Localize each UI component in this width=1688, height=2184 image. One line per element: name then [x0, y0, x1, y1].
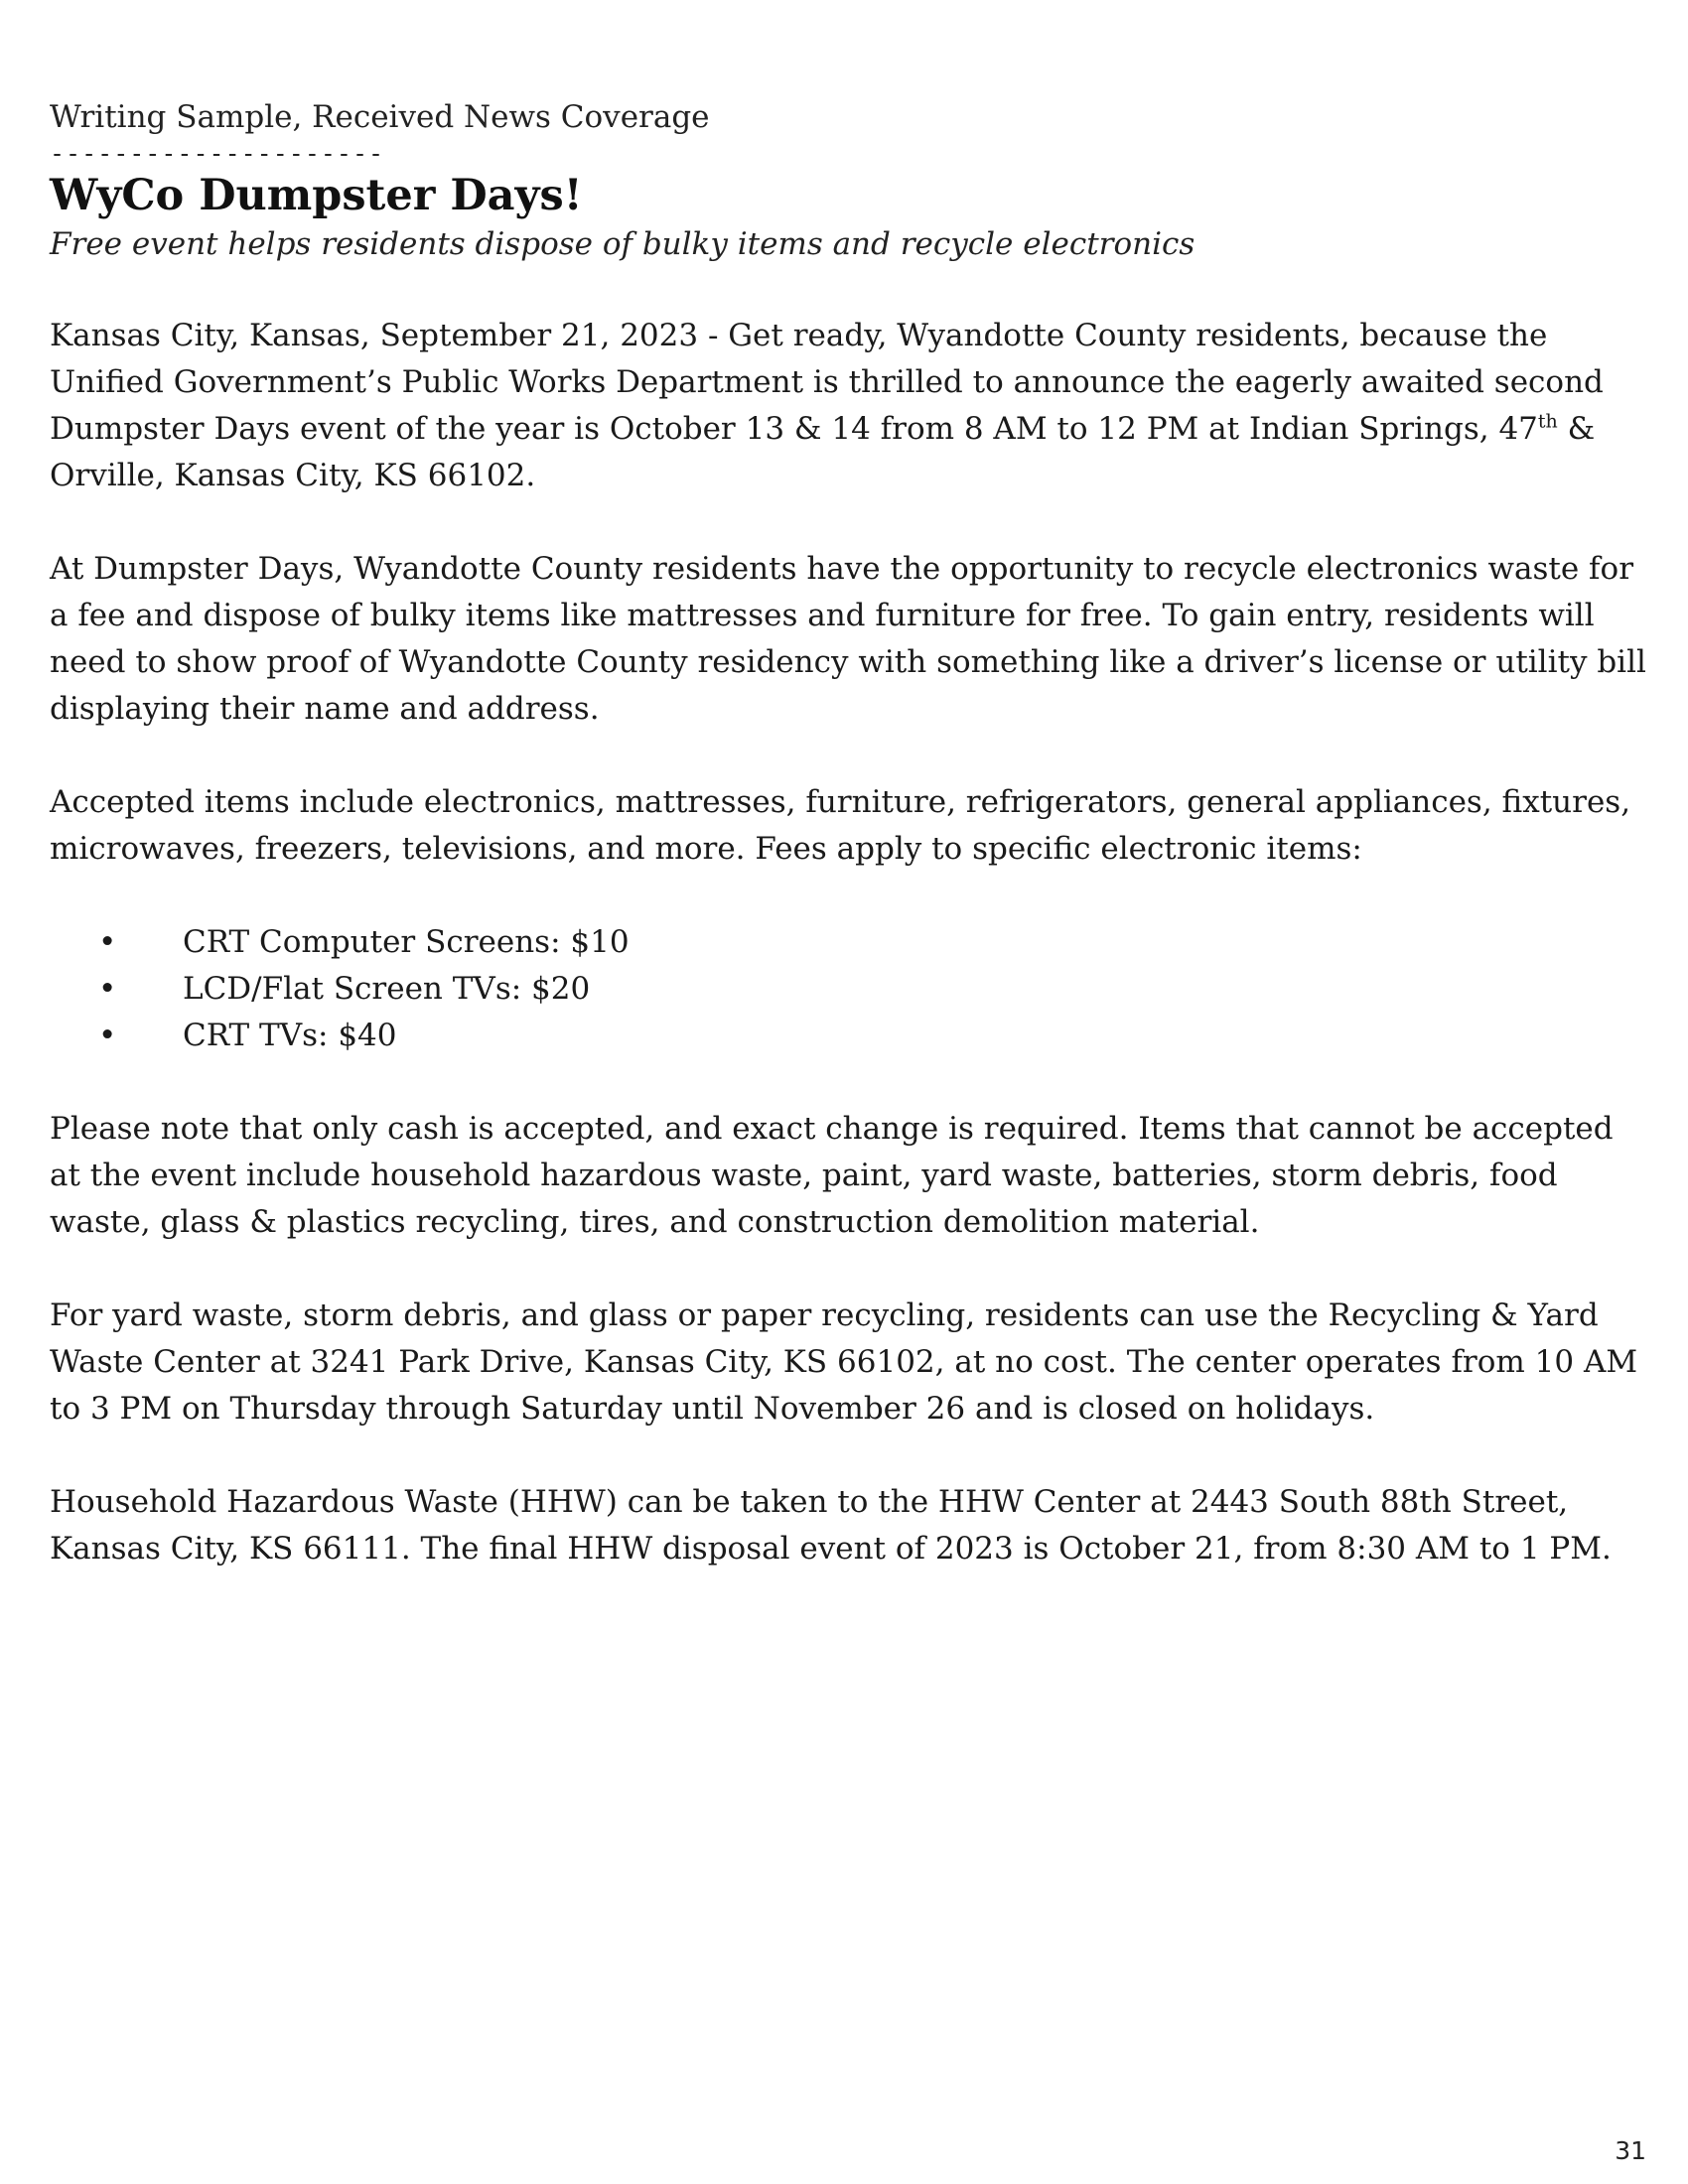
- fee-list: [50, 919, 1648, 1059]
- article-subheadline: Free event helps residents dispose of bulky items and recycle electronics: [50, 226, 1196, 262]
- page-number: 31: [1615, 2136, 1646, 2165]
- paragraph-accepted-items: Accepted items include electronics, mattresses, furniture, refrigerators, general appliances, fixtures, microwaves, freezers, televisions, and more. Fees apply to specific electronic items:: [50, 784, 1631, 867]
- fee-item-text: CRT TVs: $40: [183, 1018, 397, 1053]
- fee-item-text: LCD/Flat Screen TVs: $20: [183, 971, 591, 1007]
- section-kicker: Writing Sample, Received News Coverage: [50, 99, 710, 135]
- list-item: [50, 1013, 1648, 1059]
- bullet-icon: •: [98, 924, 117, 960]
- paragraph-intro-text: Kansas City, Kansas, September 21, 2023 - Get ready, Wyandotte County residents, because the Unified Government’s Public Works Department is thrilled to announce the eagerly awaited second Dumpster Days event of the year is October 13 & 14 from 8 AM to 12 PM at Indian Springs, 47: [50, 318, 1604, 447]
- list-item: [50, 966, 1648, 1013]
- bullet-icon: •: [98, 971, 117, 1007]
- paragraph-eligibility: At Dumpster Days, Wyandotte County residents have the opportunity to recycle electronics waste for a fee and dispose of bulky items like mattresses and furniture for free. To gain entry, residents will need to show proof of Wyandotte County residency with something like a driver’s license or utility bill displaying their name and address.: [50, 551, 1646, 727]
- paragraph-yard-waste: For yard waste, storm debris, and glass or paper recycling, residents can use the Recycling & Yard Waste Center at 3241 Park Drive, Kansas City, KS 66102, at no cost. The center operates from 10 AM to 3 PM on Thursday through Saturday until November 26 and is closed on holidays.: [50, 1297, 1638, 1427]
- paragraph-intro: [50, 313, 1648, 499]
- paragraph-hhw: Household Hazardous Waste (HHW) can be taken to the HHW Center at 2443 South 88th Street, Kansas City, KS 66111. The final HHW disposal event of 2023 is October 21, from 8:30 AM to 1 PM.: [50, 1484, 1612, 1567]
- ordinal-suffix: th: [1537, 410, 1558, 433]
- bullet-icon: •: [98, 1018, 117, 1053]
- paragraph-intro-text-end: & Orville, Kansas City, KS 66102.: [50, 411, 1596, 493]
- article-headline: WyCo Dumpster Days!: [50, 171, 583, 220]
- fee-item-text: CRT Computer Screens: $10: [183, 924, 630, 960]
- dashed-divider: ---------------------: [50, 139, 385, 168]
- list-item: [50, 919, 1648, 966]
- paragraph-restrictions: Please note that only cash is accepted, and exact change is required. Items that cannot be accepted at the event include household hazardous waste, paint, yard waste, batteries, storm debris, food waste, glass & plastics recycling, tires, and construction demolition material.: [50, 1111, 1614, 1240]
- document-page: [50, 95, 1648, 1572]
